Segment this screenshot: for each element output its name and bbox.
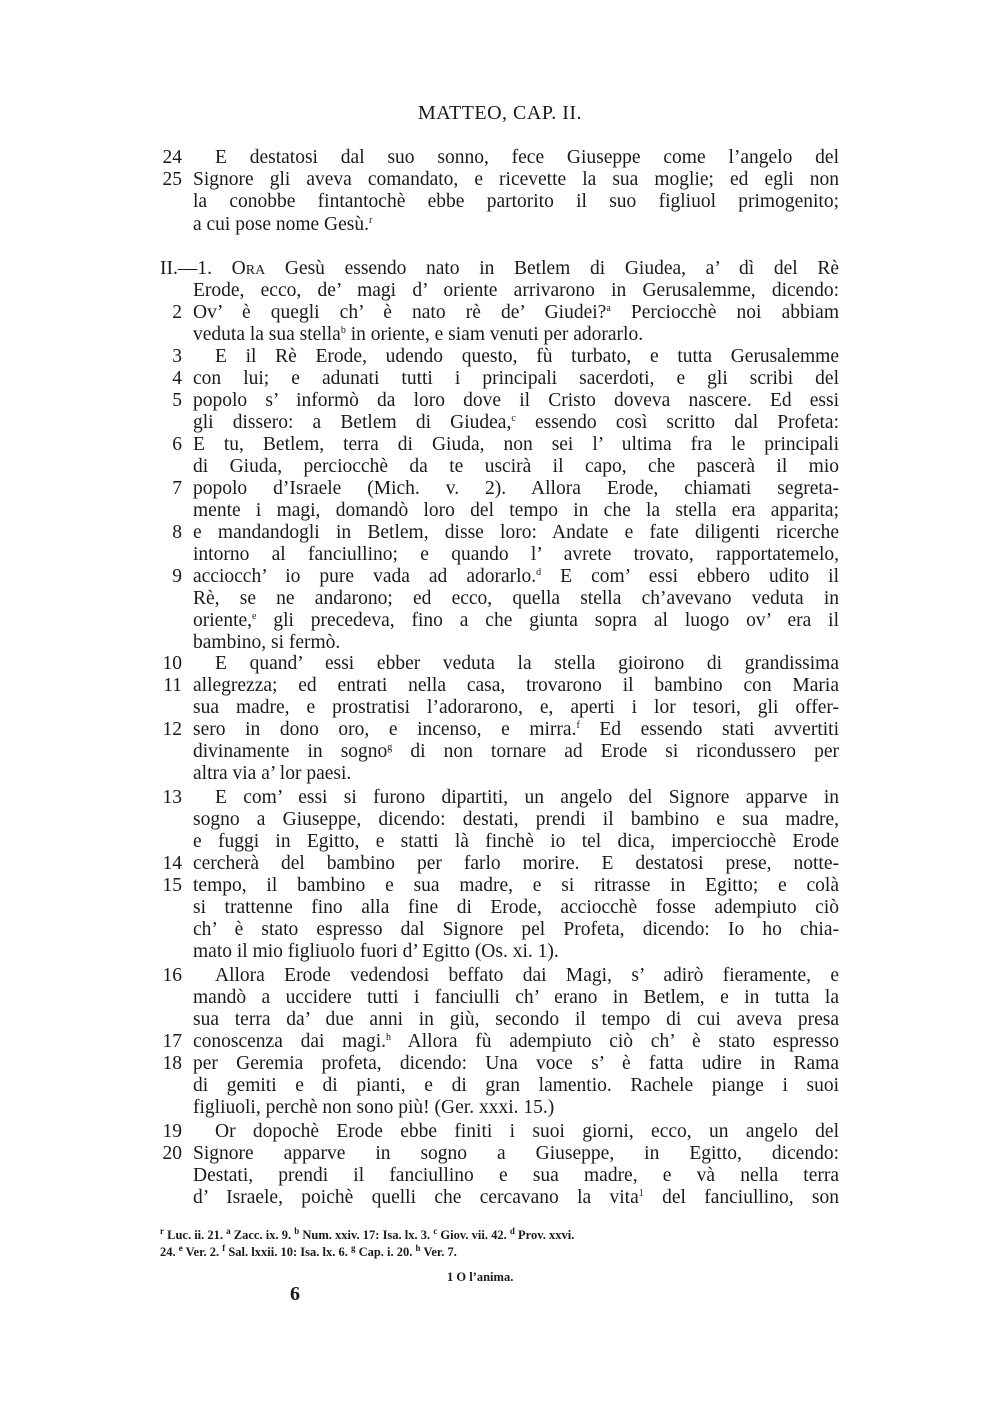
line-segment: conoscenza dai magi.: [193, 1031, 387, 1052]
line-segment: si trattenne fino alla fine di Erode, acciocchè fosse adempiuto ciò: [193, 897, 839, 918]
line-segment: oriente,: [193, 610, 253, 631]
line-segment: mente i magi, domandò loro del tempo in che la stella era apparita;: [193, 500, 839, 521]
line-segment: e mandandogli in Betlem, disse loro: Andate e fate diligenti ricerche: [193, 522, 839, 543]
line-text: [193, 1143, 839, 1165]
line-text: [193, 632, 839, 654]
line-segment: E tu, Betlem, terra di Giuda, non sei l’ ultima fra le principali: [193, 434, 839, 455]
line-segment: la conobbe fintantochè ebbe partorito il suo figliuol primogenito;: [193, 191, 839, 212]
line-segment: altra via a’ lor paesi.: [193, 763, 352, 784]
line-text: [193, 919, 839, 941]
line-segment: cercherà del bambino per farlo morire. E destatosi prese, notte-: [193, 853, 839, 874]
reference-mark: a: [606, 303, 611, 314]
verse-number: 6: [172, 434, 182, 455]
verse-number: 11: [163, 675, 182, 696]
alternate-reading-note: 1 O l’anima.: [447, 1270, 514, 1284]
line-segment: sero in dono oro, e incenso, e mirra.: [193, 719, 577, 740]
line-segment: gli dissero: a Betlem di Giudea,: [193, 412, 512, 433]
line-segment: Gesù essendo nato in Betlem di Giudea, a’ dì del Rè: [265, 258, 839, 279]
verse-number: 17: [162, 1031, 182, 1052]
line-text: [193, 280, 839, 302]
verse-number: 25: [162, 169, 182, 190]
footnote-text: Giov. vii. 42.: [437, 1228, 510, 1242]
line-segment: in oriente, e siam venuti per adorarlo.: [345, 324, 644, 345]
footnote-text: Ver. 7.: [420, 1245, 457, 1259]
line-segment: Perciocchè noi abbiam: [610, 302, 839, 323]
line-text: [193, 965, 839, 987]
line-text: [193, 147, 839, 169]
reference-mark: e: [178, 1243, 183, 1253]
verse-number: 8: [172, 522, 182, 543]
line-segment: di non tornare ad Erode si ricondussero per: [392, 741, 839, 762]
line-segment: bambino, si fermò.: [193, 632, 341, 653]
line-text: [193, 1187, 839, 1209]
line-segment: essendo così scritto dal Profeta:: [515, 412, 839, 433]
line-text: [193, 1053, 839, 1075]
line-text: [193, 1121, 839, 1143]
verse-number: 24: [162, 147, 182, 168]
line-segment: di Giuda, perciocchè da te uscirà il capo, che pascerà il mio: [193, 456, 839, 477]
line-segment: acciocch’ io pure vada ad adorarlo.: [193, 566, 537, 587]
line-text: [193, 169, 839, 191]
footnote-text: 24.: [160, 1245, 179, 1259]
line-text: [193, 987, 839, 1009]
verse-number: 15: [162, 875, 182, 896]
line-segment: Destati, prendi il fanciullino e sua madre, e và nella terra: [193, 1165, 839, 1186]
reference-mark: c: [433, 1226, 438, 1236]
line-text: [193, 1097, 839, 1119]
verse-number: 18: [162, 1053, 182, 1074]
line-segment: del fanciullino, son: [643, 1187, 839, 1208]
line-text: [193, 478, 839, 500]
line-text: [193, 853, 839, 875]
line-text: [193, 719, 839, 741]
reference-mark: 1: [638, 1188, 644, 1199]
line-segment: popolo d’Israele (Mich. v. 2). Allora Erode, chiamati segreta-: [193, 478, 839, 499]
line-segment: tempo, il bambino e sua madre, e si ritrasse in Egitto; e colà: [193, 875, 839, 896]
line-segment: a cui pose nome Gesù.: [193, 214, 369, 235]
line-segment: Or dopochè Erode ebbe finiti i suoi giorni, ecco, un angelo del: [215, 1121, 839, 1142]
verse-number: 7: [172, 478, 182, 499]
line-segment: e fuggi in Egitto, e statti là finchè io tel dica, imperciocchè Erode: [193, 831, 839, 852]
line-segment: Erode, ecco, de’ magi d’ oriente arrivarono in Gerusalemme, dicendo:: [193, 280, 839, 301]
line-segment: Signore apparve in sogno a Giuseppe, in Egitto, dicendo:: [193, 1143, 839, 1164]
reference-mark: b: [294, 1226, 300, 1236]
line-segment: popolo s’ informò da loro dove il Cristo doveva nascere. Ed essi: [193, 390, 839, 411]
line-segment: per Geremia profeta, dicendo: Una voce s’ è fatta udire in Rama: [193, 1053, 839, 1074]
line-segment: Ed essendo stati avvertiti: [579, 719, 839, 740]
line-text: [193, 610, 839, 632]
line-segment: divinamente in sogno: [193, 741, 388, 762]
line-segment: d’ Israele, poichè quelli che cercavano la vita: [193, 1187, 639, 1208]
line-text: [193, 1075, 839, 1097]
line-segment: Allora Erode vedendosi beffato dai Magi, s’ adirò fieramente, e: [215, 965, 839, 986]
footnote-text: Luc. ii. 21.: [164, 1228, 227, 1242]
line-segment: E com’ essi ebbero udito il: [541, 566, 839, 587]
verse-number: 4: [172, 368, 182, 389]
reference-mark: c: [511, 413, 516, 424]
reference-mark: d: [536, 567, 542, 578]
line-segment: ch’ è stato espresso dal Signore pel Profeta, dicendo: Io ho chia-: [193, 919, 839, 940]
verse-number: 20: [162, 1143, 182, 1164]
line-text: [193, 191, 839, 213]
line-text: [193, 214, 839, 236]
reference-mark: e: [252, 611, 257, 622]
line-segment: di gemiti e di pianti, e di gran lamentio. Rachele piange i suoi: [193, 1075, 839, 1096]
verse-number: 13: [162, 787, 182, 808]
verse-number: 5: [172, 390, 182, 411]
line-segment: figliuoli, perchè non sono più! (Ger. xxxi. 15.): [193, 1097, 555, 1118]
reference-mark: h: [386, 1032, 392, 1043]
footnote-text: Sal. lxxii. 10: Isa. lx. 6.: [225, 1245, 351, 1259]
line-text: [193, 544, 839, 566]
line-text: [193, 831, 839, 853]
verse-number: 19: [162, 1121, 182, 1142]
running-header: MATTEO, CAP. II.: [417, 102, 583, 124]
footnote-text: Prov. xxvi.: [514, 1228, 575, 1242]
chapter-marker: II.—1.: [160, 258, 232, 279]
reference-mark: g: [350, 1243, 356, 1253]
line-text: [193, 697, 839, 719]
footnote-line-1: [160, 1227, 839, 1243]
footnote-text: Num. xxiv. 17: Isa. lx. 3.: [299, 1228, 434, 1242]
line-segment: E com’ essi si furono dipartiti, un angelo del Signore apparve in: [215, 787, 839, 808]
line-segment: Ov’ è quegli ch’ è nato rè de’ Giudei?: [193, 302, 607, 323]
reference-mark: a: [226, 1226, 231, 1236]
line-segment: sua madre, e prostratisi l’adorarono, e, aperti i lor tesori, gli offer-: [193, 697, 839, 718]
line-segment: Rè, se ne andarono; ed ecco, quella stella ch’avevano veduta in: [193, 588, 839, 609]
line-segment: sogno a Giuseppe, dicendo: destati, prendi il bambino e sua madre,: [193, 809, 839, 830]
line-segment: allegrezza; ed entrati nella casa, trovarono il bambino con Maria: [193, 675, 839, 696]
line-segment: con lui; e adunati tutti i principali sacerdoti, e gli scribi del: [193, 368, 839, 389]
verse-number: 2: [172, 302, 182, 323]
verse-number: 10: [162, 653, 182, 674]
line-text: [193, 522, 839, 544]
footnote-text: Ver. 2.: [182, 1245, 223, 1259]
line-segment: Signore gli aveva comandato, e ricevette la sua moglie; ed egli non: [193, 169, 839, 190]
footnote-text: Cap. i. 20.: [355, 1245, 416, 1259]
line-text: [193, 941, 839, 963]
line-text: [193, 566, 839, 588]
line-text: [193, 324, 839, 346]
line-text: [193, 1031, 839, 1053]
reference-mark: f: [222, 1243, 226, 1253]
line-text: [160, 258, 839, 280]
line-segment: sua terra da’ due anni in giù, secondo il tempo di cui aveva presa: [193, 1009, 839, 1030]
line-text: [193, 741, 839, 763]
line-text: [193, 787, 839, 809]
reference-mark: g: [387, 742, 393, 753]
line-text: [193, 763, 839, 785]
line-text: [193, 675, 839, 697]
line-segment: E destatosi dal suo sonno, fece Giuseppe come l’angelo del: [215, 147, 839, 168]
verse-number: 9: [172, 566, 182, 587]
page-number: 6: [290, 1283, 300, 1305]
line-text: [193, 809, 839, 831]
line-segment: mato il mio figliuolo fuori d’ Egitto (Os. xi. 1).: [193, 941, 559, 962]
line-segment: E quand’ essi ebber veduta la stella gioirono di grandissima: [215, 653, 839, 674]
line-text: [193, 368, 839, 390]
line-segment: mandò a uccidere tutti i fanciulli ch’ erano in Betlem, e in tutta la: [193, 987, 839, 1008]
line-text: [193, 412, 839, 434]
line-segment: gli precedeva, fino a che giunta sopra al luogo ov’ era il: [256, 610, 839, 631]
reference-mark: r: [369, 215, 373, 226]
line-text: [193, 1165, 839, 1187]
line-text: [193, 588, 839, 610]
line-text: [193, 875, 839, 897]
verse-number: 12: [162, 719, 182, 740]
line-text: [193, 1009, 839, 1031]
verse-number: 14: [162, 853, 182, 874]
verse-number: 16: [162, 965, 182, 986]
line-text: [193, 346, 839, 368]
line-segment: veduta la sua stella: [193, 324, 341, 345]
line-text: [193, 390, 839, 412]
reference-mark: h: [415, 1243, 421, 1253]
line-text: [193, 653, 839, 675]
line-text: [193, 302, 839, 324]
reference-mark: f: [576, 720, 580, 731]
verse-number: 3: [172, 346, 182, 367]
line-text: [193, 897, 839, 919]
line-segment: intorno al fanciullino; e quando l’ avrete trovato, rapportatemelo,: [193, 544, 839, 565]
line-text: [193, 500, 839, 522]
reference-mark: r: [160, 1226, 164, 1236]
reference-mark: b: [340, 325, 346, 336]
footnote-line-2: [160, 1244, 839, 1260]
reference-mark: d: [509, 1226, 515, 1236]
small-caps-opening: Ora: [231, 258, 266, 279]
line-text: [193, 456, 839, 478]
line-segment: E il Rè Erode, udendo questo, fù turbato, e tutta Gerusalemme: [215, 346, 839, 367]
footnote-text: Zacc. ix. 9.: [230, 1228, 295, 1242]
line-text: [193, 434, 839, 456]
line-segment: Allora fù adempiuto ciò ch’ è stato espresso: [391, 1031, 839, 1052]
